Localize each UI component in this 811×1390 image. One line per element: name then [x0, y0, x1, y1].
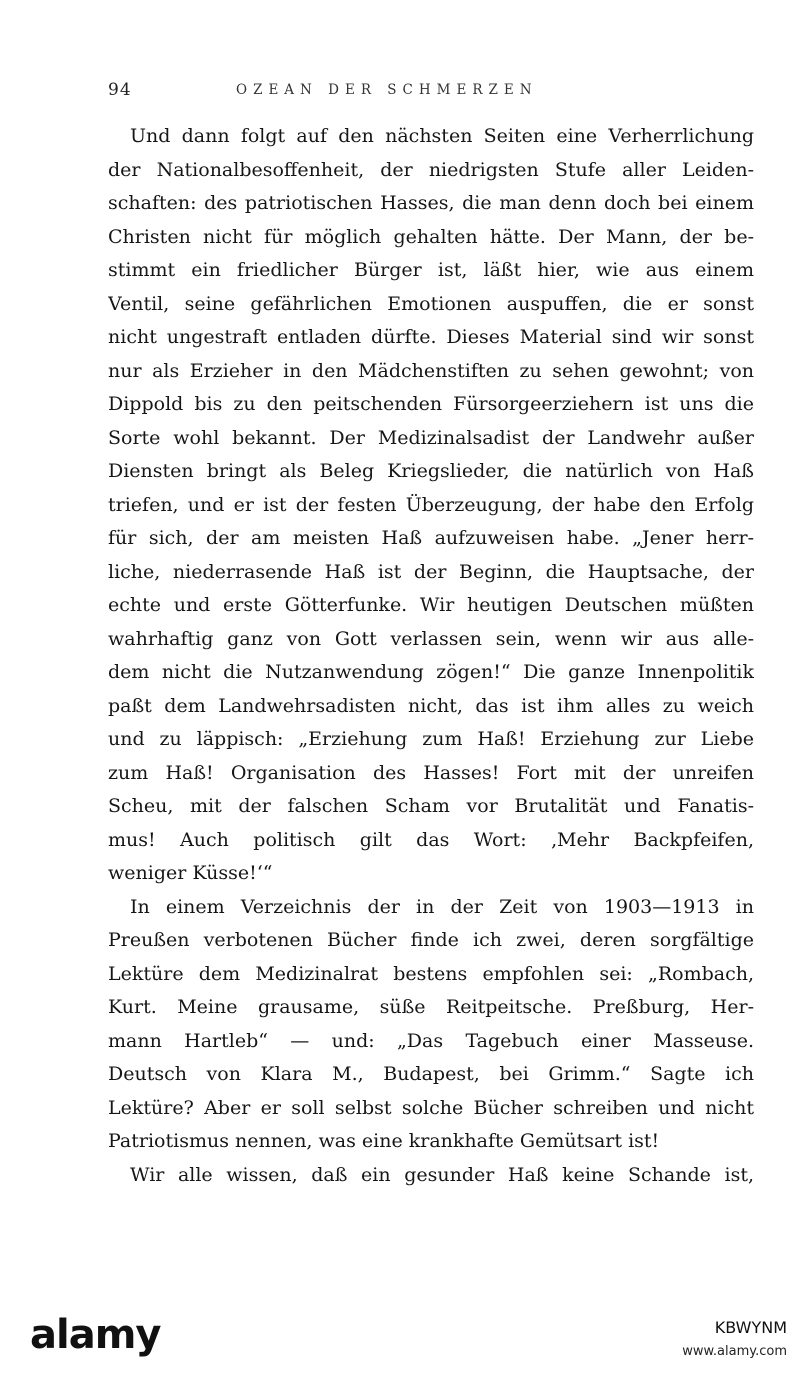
page-number: 94 — [108, 80, 132, 100]
text-line: Diensten bringt als Beleg Kriegslieder, die natürlich von Haß — [108, 460, 754, 482]
text-line: stimmt ein friedlicher Bürger ist, läßt hier, wie aus einem — [108, 259, 754, 281]
text-line: nur als Erzieher in den Mädchenstiften zu sehen gewohnt; von — [108, 359, 754, 382]
text-line: Scheu, mit der falschen Scham vor Brutalität und Fanatis- — [108, 795, 754, 817]
text-line: Preußen verbotenen Bücher finde ich zwei, deren sorgfältige — [108, 929, 754, 951]
text-line: Und dann folgt auf den nächsten Seiten eine Verherrlichung — [130, 125, 754, 147]
text-line: liche, niederrasende Haß ist der Beginn, die Hauptsache, der — [108, 560, 754, 583]
text-line: mus! Auch politisch gilt das Wort: ‚Mehr Backpfeifen, — [108, 828, 754, 851]
text-line: weniger Küsse!‘“ — [108, 862, 273, 884]
text-line: paßt dem Landwehrsadisten nicht, das ist ihm alles zu weich — [108, 694, 754, 717]
running-title: OZEAN DER SCHMERZEN — [236, 82, 538, 98]
text-line: Wir alle wissen, daß ein gesunder Haß keine Schande ist, — [130, 1163, 754, 1186]
text-line: dem nicht die Nutzanwendung zögen!“ Die ganze Innenpolitik — [108, 661, 754, 683]
text-line: schaften: des patriotischen Hasses, die man denn doch bei einem — [108, 192, 754, 214]
text-line: Dippold bis zu den peitschenden Fürsorgeerziehern ist uns die — [108, 393, 754, 415]
body-text — [108, 120, 754, 1192]
text-line: nicht ungestraft entladen dürfte. Dieses Material sind wir sonst — [108, 326, 754, 348]
page-header — [108, 80, 758, 108]
text-line: Lektüre dem Medizinalrat bestens empfohlen sei: „Rombach, — [108, 962, 754, 985]
text-line: Kurt. Meine grausame, süße Reitpeitsche. Preßburg, Her- — [108, 996, 754, 1018]
site-url: www.alamy.com — [682, 1344, 787, 1359]
stock-logo-wordmark: alamy — [30, 1312, 161, 1358]
text-line: Ventil, seine gefährlichen Emotionen auspuffen, die er sonst — [108, 292, 754, 315]
text-line: mann Hartleb“ — und: „Das Tagebuch einer Masseuse. — [108, 1029, 754, 1052]
footer-divider — [0, 1300, 811, 1301]
image-id: KBWYNM — [714, 1318, 787, 1337]
text-line: Christen nicht für möglich gehalten hätte. Der Mann, der be- — [108, 225, 754, 248]
text-line: Deutsch von Klara M., Budapest, bei Grimm.“ Sagte ich — [108, 1063, 754, 1085]
text-line: für sich, der am meisten Haß aufzuweisen habe. „Jener herr- — [108, 527, 754, 549]
stock-footer — [0, 1300, 811, 1390]
text-line: In einem Verzeichnis der in der Zeit von 1903—1913 in — [130, 895, 754, 918]
text-line: zum Haß! Organisation des Hasses! Fort mit der unreifen — [108, 761, 754, 784]
text-line: wahrhaftig ganz von Gott verlassen sein, wenn wir aus alle- — [108, 627, 754, 650]
text-line: der Nationalbesoffenheit, der niedrigsten Stufe aller Leiden- — [108, 158, 754, 181]
text-line: Sorte wohl bekannt. Der Medizinalsadist der Landwehr außer — [108, 426, 754, 449]
text-line: Patriotismus nennen, was eine krankhafte Gemütsart ist! — [108, 1130, 660, 1152]
text-line: und zu läppisch: „Erziehung zum Haß! Erziehung zur Liebe — [108, 728, 754, 750]
text-line: triefen, und er ist der festen Überzeugung, der habe den Erfolg — [108, 493, 754, 516]
text-line: Lektüre? Aber er soll selbst solche Bücher schreiben und nicht — [108, 1096, 754, 1119]
text-line: echte und erste Götterfunke. Wir heutigen Deutschen müßten — [108, 594, 754, 616]
